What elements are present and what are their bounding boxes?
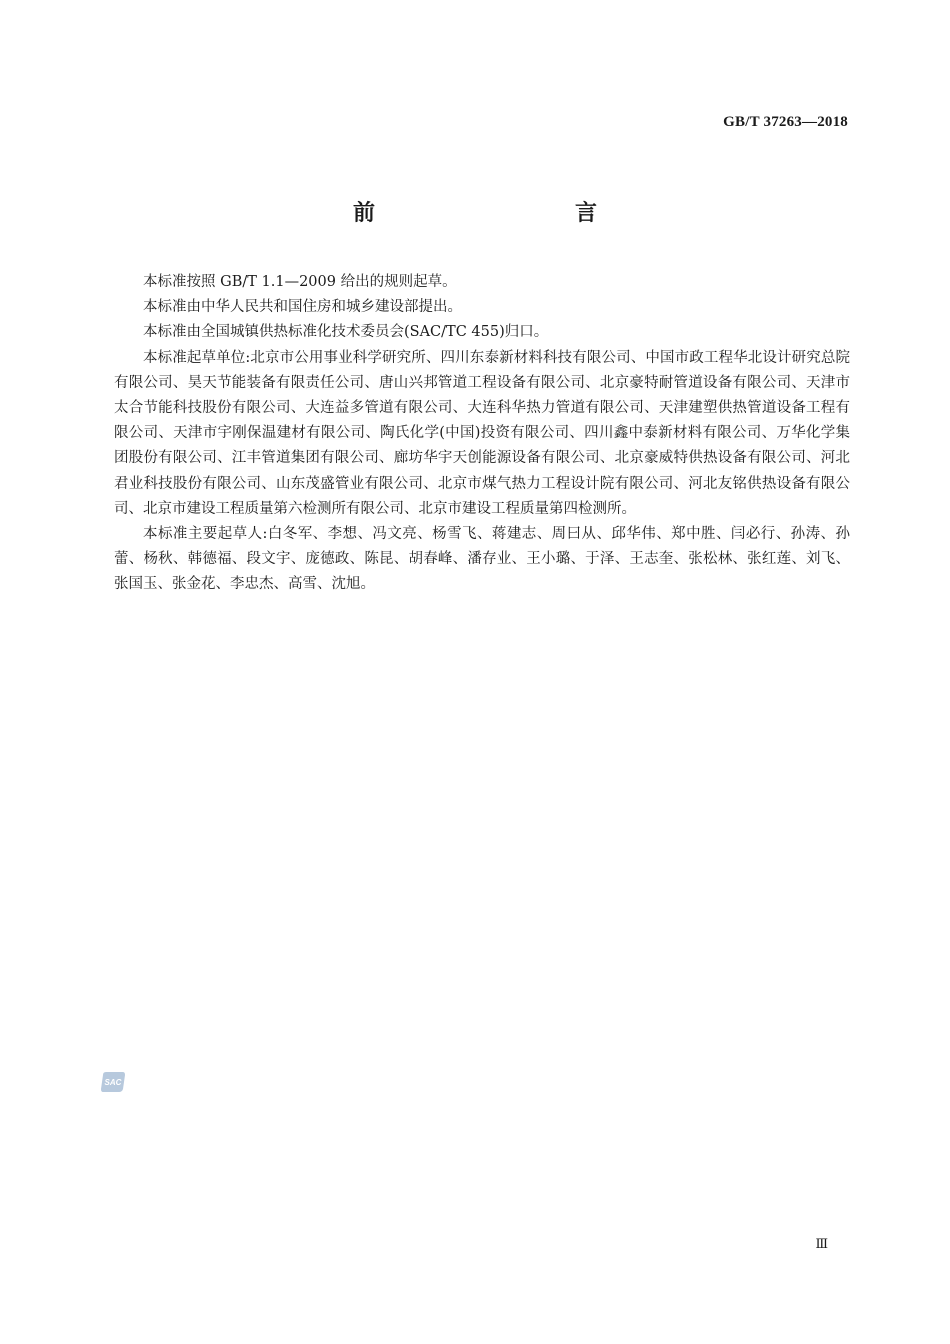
page-number: Ⅲ — [815, 1236, 828, 1251]
paragraph-proposer: 本标准由中华人民共和国住房和城乡建设部提出。 — [143, 299, 462, 316]
standard-code: GB/T 37263—2018 — [723, 114, 848, 130]
paragraph-drafting-rules: 本标准按照 GB/T 1.1—2009 给出的规则起草。 — [143, 274, 457, 290]
foreword-body — [114, 270, 850, 598]
page-title: 前 言 — [352, 201, 649, 226]
paragraph-technical-committee: 本标准由全国城镇供热标准化技术委员会(SAC/TC 455)归口。 — [143, 324, 549, 341]
paragraph-main-drafters: 本标准主要起草人:白冬军、李想、冯文亮、杨雪飞、蒋建志、周曰从、邱华伟、郑中胜、闫必行、孙涛、孙蕾、杨秋、韩德福、段文宇、庞德政、陈昆、胡春峰、潘存业、王小璐、于泽、王志奎、张松林、张红莲、刘飞、张国玉、张金花、李忠杰、高雪、沈旭。 — [114, 526, 850, 593]
paragraph-drafting-organizations: 本标准起草单位:北京市公用事业科学研究所、四川东泰新材料科技有限公司、中国市政工程华北设计研究总院有限公司、昊天节能装备有限责任公司、唐山兴邦管道工程设备有限公司、北京豪特耐管道设备有限公司、天津市太合节能科技股份有限公司、大连益多管道有限公司、大连科华热力管道有限公司、天津建塑供热管道设备工程有限公司、天津市宇刚保温建材有限公司、陶氏化学(中国)投资有限公司、四川鑫中泰新材料有限公司、万华化学集团股份有限公司、江丰管道集团有限公司、廊坊华宇天创能源设备有限公司、北京豪威特供热设备有限公司、河北君业科技股份有限公司、山东茂盛管业有限公司、北京市煤气热力工程设计院有限公司、河北友铭供热设备有限公司、北京市建设工程质量第六检测所有限公司、北京市建设工程质量第四检测所。 — [114, 349, 850, 517]
svg-text:SAC: SAC — [104, 1078, 122, 1087]
sac-watermark-logo — [100, 1071, 126, 1093]
